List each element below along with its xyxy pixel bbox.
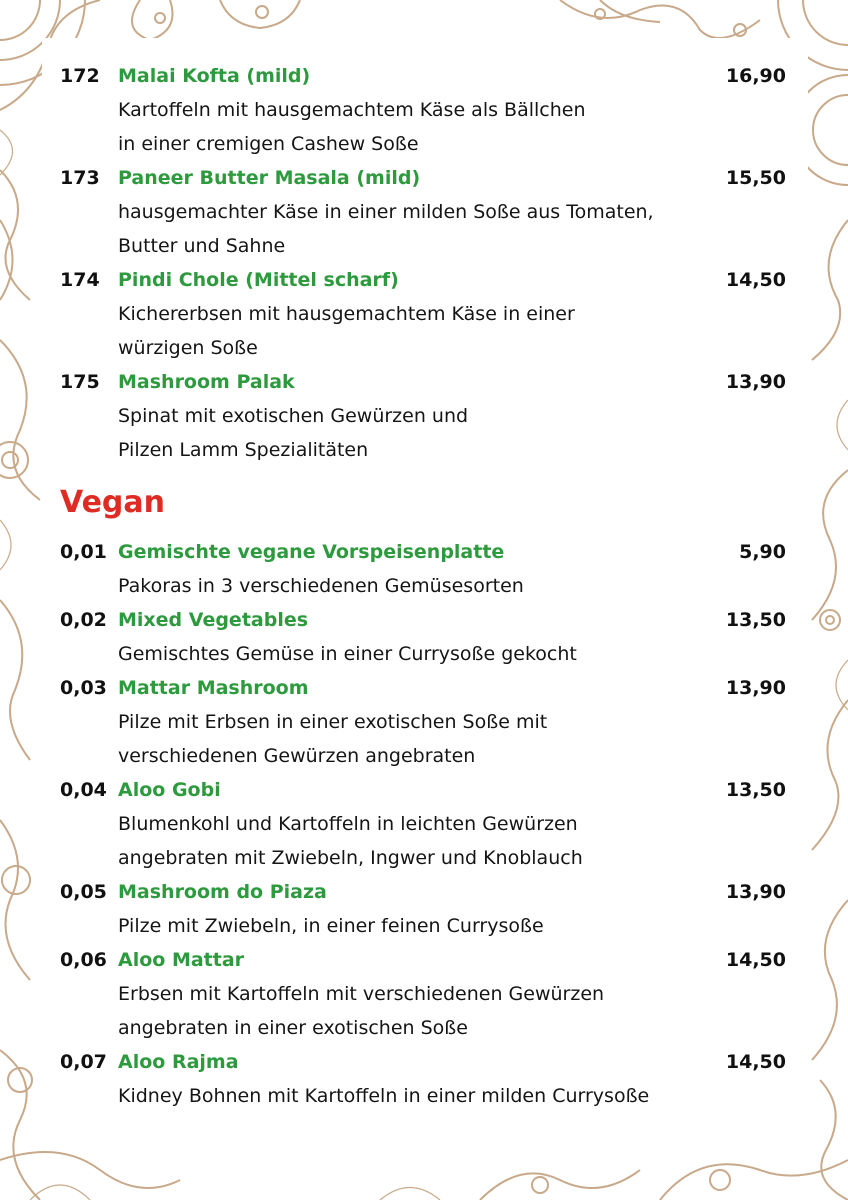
menu-item-0-02 bbox=[60, 603, 790, 671]
item-price: 14,50 bbox=[725, 1051, 786, 1073]
item-number: 0,04 bbox=[60, 779, 107, 801]
item-price: 15,50 bbox=[725, 167, 786, 189]
item-name: Gemischte vegane Vorspeisenplatte bbox=[118, 541, 505, 563]
item-name: Mashroom Palak bbox=[118, 371, 295, 393]
item-name: Mattar Mashroom bbox=[118, 677, 309, 699]
item-name: Aloo Rajma bbox=[118, 1051, 239, 1073]
menu-item-0-03 bbox=[60, 671, 790, 773]
item-description-line: in einer cremigen Cashew Soße bbox=[118, 133, 419, 155]
menu-item-0-04 bbox=[60, 773, 790, 875]
item-description-line: Pakoras in 3 verschiedenen Gemüsesorten bbox=[118, 575, 524, 597]
menu-item-0-06 bbox=[60, 943, 790, 1045]
item-description-line: Spinat mit exotischen Gewürzen und bbox=[118, 405, 469, 427]
menu-item-174 bbox=[60, 263, 790, 365]
item-description-line: Gemischtes Gemüse in einer Currysoße gekocht bbox=[118, 643, 577, 665]
item-description-line: angebraten in einer exotischen Soße bbox=[118, 1017, 468, 1039]
item-name: Pindi Chole (Mittel scharf) bbox=[118, 269, 399, 291]
item-description-line: hausgemachter Käse in einer milden Soße aus Tomaten, bbox=[118, 201, 654, 223]
item-price: 13,90 bbox=[725, 881, 786, 903]
item-description-line: Pilzen Lamm Spezialitäten bbox=[118, 439, 369, 461]
item-description-line: würzigen Soße bbox=[118, 337, 258, 359]
item-price: 13,90 bbox=[725, 371, 786, 393]
menu-item-175 bbox=[60, 365, 790, 467]
item-price: 14,50 bbox=[725, 949, 786, 971]
item-description-line: Kidney Bohnen mit Kartoffeln in einer milden Currysoße bbox=[118, 1085, 650, 1107]
item-description-line: Kichererbsen mit hausgemachtem Käse in einer bbox=[118, 303, 575, 325]
item-number: 0,06 bbox=[60, 949, 107, 971]
item-description-line: Blumenkohl und Kartoffeln in leichten Gewürzen bbox=[118, 813, 578, 835]
item-name: Paneer Butter Masala (mild) bbox=[118, 167, 421, 189]
item-price: 13,50 bbox=[725, 779, 786, 801]
menu-item-172 bbox=[60, 59, 790, 161]
item-number: 172 bbox=[60, 65, 100, 87]
item-number: 175 bbox=[60, 371, 100, 393]
item-name: Mixed Vegetables bbox=[118, 609, 309, 631]
menu-item-173 bbox=[60, 161, 790, 263]
item-description-line: Erbsen mit Kartoffeln mit verschiedenen Gewürzen bbox=[118, 983, 605, 1005]
item-number: 0,07 bbox=[60, 1051, 107, 1073]
section-title-vegan: Vegan bbox=[60, 485, 165, 520]
item-price: 13,90 bbox=[725, 677, 786, 699]
menu-page bbox=[60, 59, 790, 1113]
item-number: 0,03 bbox=[60, 677, 107, 699]
item-number: 173 bbox=[60, 167, 100, 189]
item-name: Aloo Mattar bbox=[118, 949, 245, 971]
item-name: Mashroom do Piaza bbox=[118, 881, 327, 903]
menu-item-0-05 bbox=[60, 875, 790, 943]
item-description-line: verschiedenen Gewürzen angebraten bbox=[118, 745, 476, 767]
item-description-line: Pilze mit Zwiebeln, in einer feinen Currysoße bbox=[118, 915, 544, 937]
item-name: Malai Kofta (mild) bbox=[118, 65, 311, 87]
item-price: 5,90 bbox=[739, 541, 786, 563]
item-price: 16,90 bbox=[725, 65, 786, 87]
item-description-line: Kartoffeln mit hausgemachtem Käse als Bällchen bbox=[118, 99, 586, 121]
item-number: 0,01 bbox=[60, 541, 107, 563]
item-description-line: angebraten mit Zwiebeln, Ingwer und Knoblauch bbox=[118, 847, 583, 869]
item-description-line: Pilze mit Erbsen in einer exotischen Soße mit bbox=[118, 711, 548, 733]
item-price: 13,50 bbox=[725, 609, 786, 631]
item-number: 0,05 bbox=[60, 881, 107, 903]
menu-item-0-07 bbox=[60, 1045, 790, 1113]
item-number: 174 bbox=[60, 269, 100, 291]
item-price: 14,50 bbox=[725, 269, 786, 291]
item-name: Aloo Gobi bbox=[118, 779, 221, 801]
item-number: 0,02 bbox=[60, 609, 107, 631]
menu-item-0-01 bbox=[60, 535, 790, 603]
item-description-line: Butter und Sahne bbox=[118, 235, 286, 257]
